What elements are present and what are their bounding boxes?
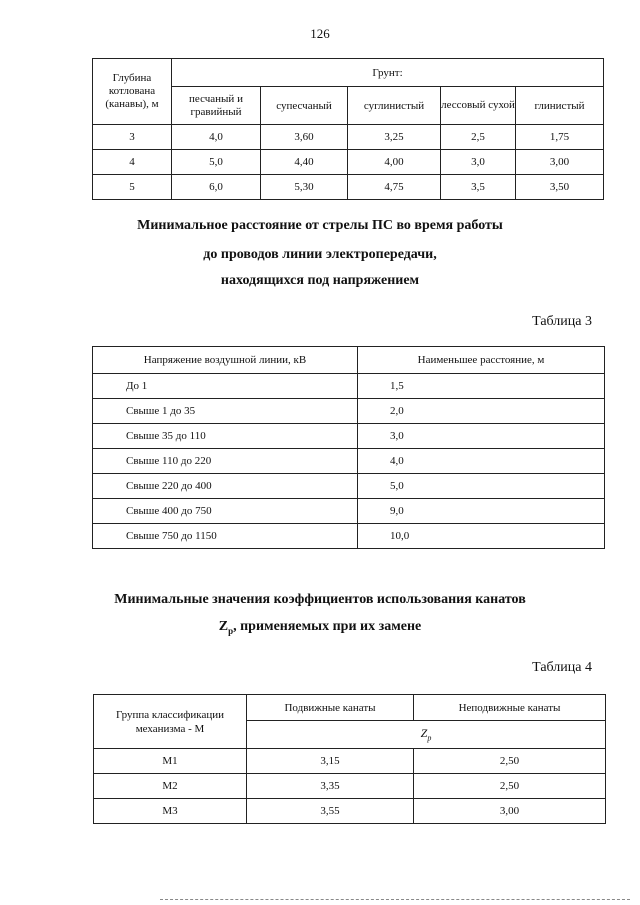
cell: 4,40 bbox=[261, 150, 348, 175]
cell: 4 bbox=[93, 150, 172, 175]
table-row bbox=[93, 474, 605, 499]
table-row bbox=[93, 449, 605, 474]
section-title-line bbox=[60, 619, 580, 636]
soil-header: супесчаный bbox=[261, 87, 348, 125]
cell: 3,5 bbox=[441, 175, 516, 200]
cell: 3,0 bbox=[441, 150, 516, 175]
cell: 3,25 bbox=[348, 125, 441, 150]
cell: 6,0 bbox=[172, 175, 261, 200]
zp-subscript: р bbox=[228, 625, 234, 636]
cell: 2,5 bbox=[441, 125, 516, 150]
table-row bbox=[94, 749, 606, 774]
cell: 3,35 bbox=[247, 774, 414, 799]
cell: 4,0 bbox=[172, 125, 261, 150]
table-row bbox=[93, 499, 605, 524]
section-title-rest: , применяемых при их замене bbox=[233, 619, 422, 634]
zp-symbol: Z bbox=[420, 726, 428, 741]
table-row bbox=[93, 524, 605, 549]
table-caption: Таблица 3 bbox=[532, 314, 592, 329]
cell: 5,30 bbox=[261, 175, 348, 200]
cell: 3 bbox=[93, 125, 172, 150]
soil-header: глинистый bbox=[516, 87, 604, 125]
cell: 10,0 bbox=[358, 524, 605, 549]
fixed-ropes-header: Неподвижные канаты bbox=[414, 695, 606, 721]
table-caption: Таблица 4 bbox=[532, 660, 592, 675]
cell: 9,0 bbox=[358, 499, 605, 524]
cell: Свыше 400 до 750 bbox=[93, 499, 358, 524]
table-row bbox=[93, 399, 605, 424]
table-row bbox=[94, 799, 606, 824]
cell: 5,0 bbox=[172, 150, 261, 175]
table-row bbox=[93, 125, 604, 150]
zp-subscript: p bbox=[427, 733, 432, 743]
table-row bbox=[93, 150, 604, 175]
cell: Свыше 35 до 110 bbox=[93, 424, 358, 449]
cell: Свыше 750 до 1150 bbox=[93, 524, 358, 549]
cell: 3,00 bbox=[414, 799, 606, 824]
cell: М1 bbox=[94, 749, 247, 774]
section-title-line: находящихся под напряжением bbox=[220, 273, 420, 288]
table-row bbox=[93, 374, 605, 399]
soil-header: суглинистый bbox=[348, 87, 441, 125]
depth-header: Глубина котлована (канавы), м bbox=[93, 59, 172, 125]
moving-ropes-header: Подвижные канаты bbox=[247, 695, 414, 721]
cell: Свыше 1 до 35 bbox=[93, 399, 358, 424]
cell: 1,5 bbox=[358, 374, 605, 399]
cell: 4,0 bbox=[358, 449, 605, 474]
cell: 3,15 bbox=[247, 749, 414, 774]
soil-group-header: Грунт: bbox=[172, 59, 604, 87]
cell: 5 bbox=[93, 175, 172, 200]
cell: 1,75 bbox=[516, 125, 604, 150]
cell: 5,0 bbox=[358, 474, 605, 499]
voltage-distance-table bbox=[92, 346, 605, 549]
rope-coefficient-table bbox=[93, 694, 606, 824]
page-number: 126 bbox=[310, 26, 330, 41]
cell: 3,0 bbox=[358, 424, 605, 449]
cell: Свыше 110 до 220 bbox=[93, 449, 358, 474]
table-row bbox=[93, 175, 604, 200]
cell: 3,60 bbox=[261, 125, 348, 150]
cell: 2,50 bbox=[414, 774, 606, 799]
section-title-line: Минимальные значения коэффициентов использования канатов bbox=[114, 592, 526, 607]
cell: До 1 bbox=[93, 374, 358, 399]
page-bottom-line bbox=[160, 899, 630, 900]
cell: 2,50 bbox=[414, 749, 606, 774]
cell: 3,00 bbox=[516, 150, 604, 175]
cell: 4,00 bbox=[348, 150, 441, 175]
cell: Свыше 220 до 400 bbox=[93, 474, 358, 499]
table-row bbox=[93, 424, 605, 449]
group-header: Группа классификации механизма - М bbox=[94, 695, 247, 749]
soil-header: песчаный и гравийный bbox=[172, 87, 261, 125]
column-header: Наименьшее расстояние, м bbox=[358, 347, 605, 374]
column-header: Напряжение воздушной линии, кВ bbox=[93, 347, 358, 374]
soil-depth-table bbox=[92, 58, 604, 200]
section-title-line: до проводов линии электропередачи, bbox=[203, 247, 437, 262]
cell: 3,55 bbox=[247, 799, 414, 824]
cell: 3,50 bbox=[516, 175, 604, 200]
soil-header: лессовый сухой bbox=[441, 87, 516, 125]
table-row bbox=[94, 774, 606, 799]
section-title-line: Минимальное расстояние от стрелы ПС во время работы bbox=[137, 218, 503, 233]
cell: 2,0 bbox=[358, 399, 605, 424]
zp-header bbox=[247, 721, 606, 749]
zp-symbol: Z bbox=[218, 619, 229, 634]
cell: М2 bbox=[94, 774, 247, 799]
cell: 4,75 bbox=[348, 175, 441, 200]
cell: М3 bbox=[94, 799, 247, 824]
